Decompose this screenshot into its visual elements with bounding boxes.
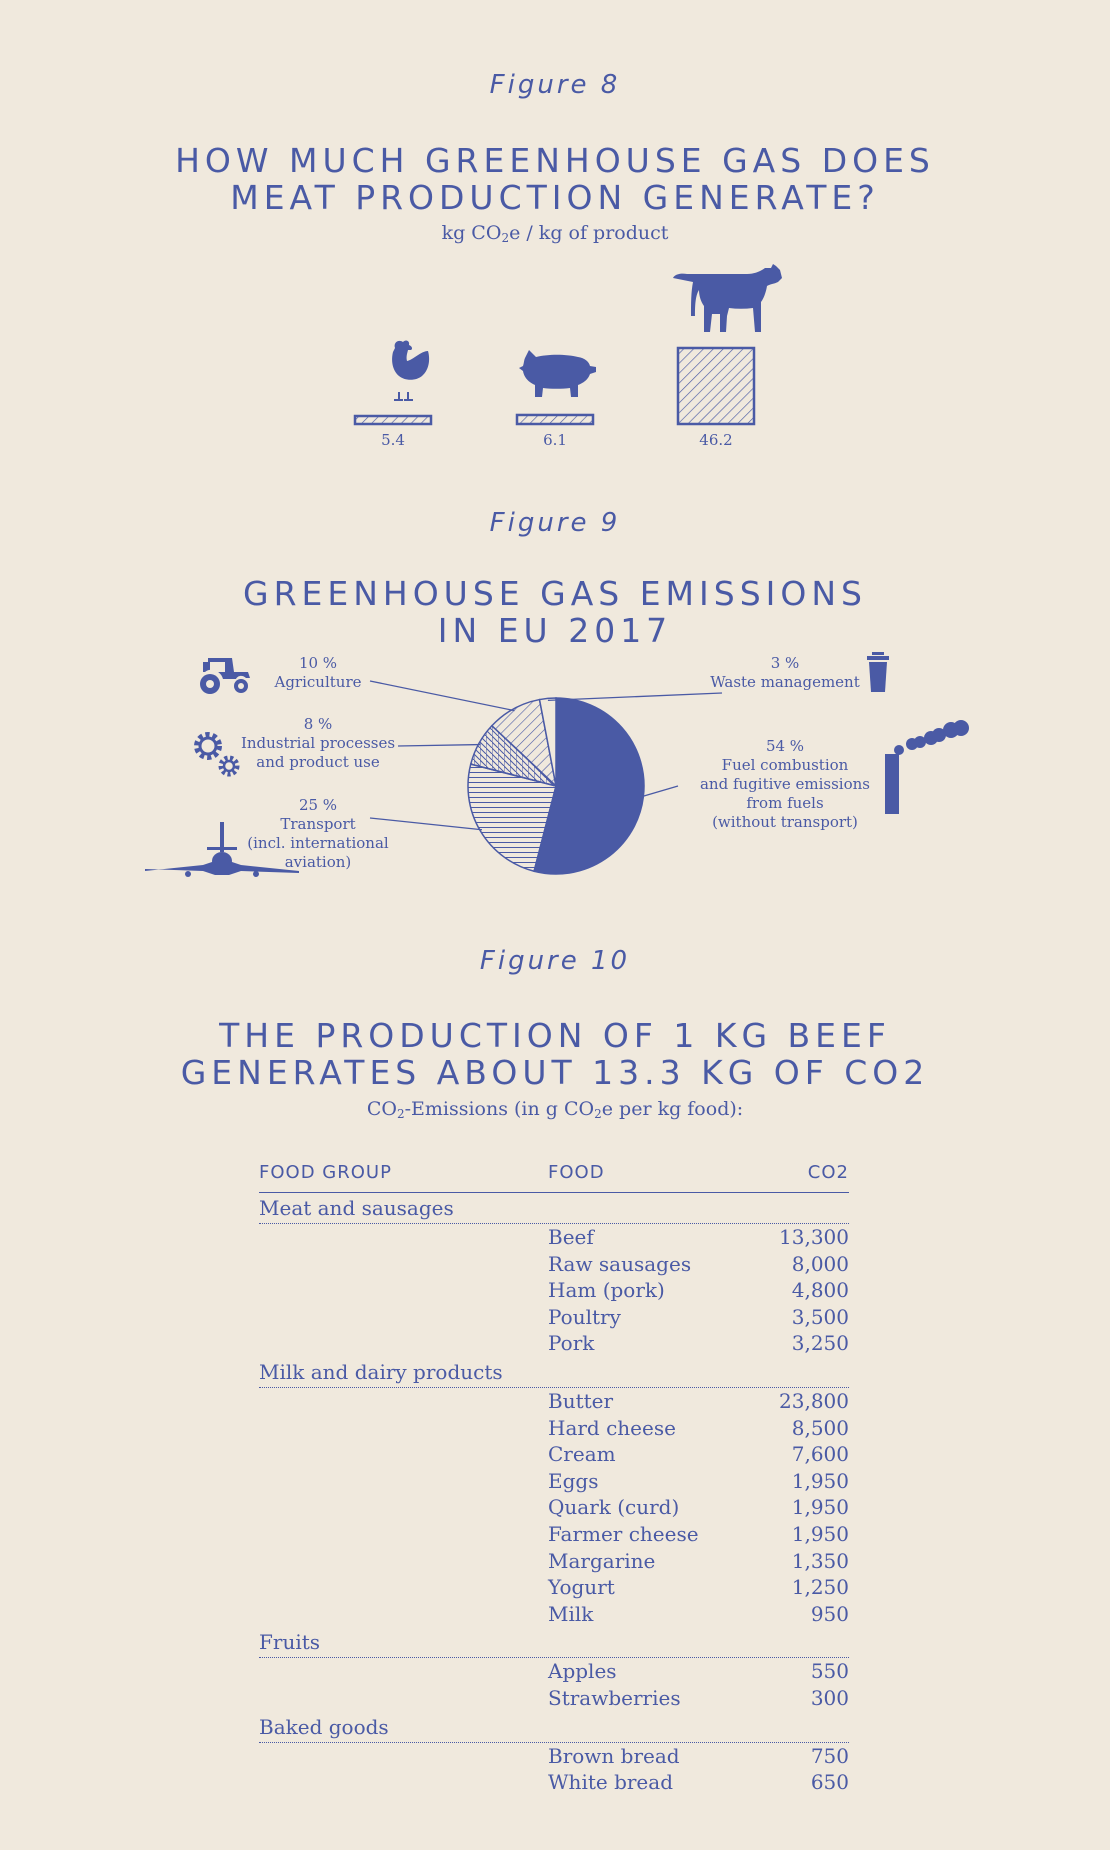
slice-label-transport <box>247 796 389 871</box>
food-cell: White bread <box>548 1770 673 1795</box>
figure-8-label: Figure 8 <box>489 70 621 100</box>
table-body <box>259 1193 849 1796</box>
leader-industrial <box>398 745 481 746</box>
column-header-food-group: FOOD GROUP <box>259 1162 392 1183</box>
chicken-icon <box>392 341 429 401</box>
trash-can-icon <box>867 652 889 692</box>
food-cell: Pork <box>548 1331 595 1356</box>
co2-cell: 23,800 <box>779 1388 849 1413</box>
table-row <box>259 1521 849 1548</box>
sub-text-3: e per kg food): <box>601 1098 744 1120</box>
slice-pct-fuel: 54 % <box>765 737 805 755</box>
table-row <box>259 1224 849 1251</box>
slice-pct-agriculture: 10 % <box>298 654 338 672</box>
slice-text-fuel-3: from fuels <box>746 794 824 812</box>
co2-cell: 3,500 <box>791 1304 849 1329</box>
table-row <box>259 1685 849 1712</box>
co2-cell: 8,000 <box>791 1251 849 1276</box>
factory-icon <box>885 720 969 814</box>
sub-subscript-2: 2 <box>594 1107 602 1121</box>
leader-transport <box>370 818 482 830</box>
co2-cell: 1,950 <box>791 1468 849 1493</box>
slice-text-fuel-2: and fugitive emissions <box>699 775 871 793</box>
slice-text-agriculture: Agriculture <box>274 673 362 691</box>
chart-bar-chicken <box>355 416 431 424</box>
sub-subscript-1: 2 <box>396 1107 405 1121</box>
co2-cell: 1,350 <box>791 1548 849 1573</box>
tractor-icon <box>200 658 250 694</box>
co2-cell: 13,300 <box>779 1225 849 1249</box>
leader-fuel <box>641 786 678 797</box>
figure-8-title <box>0 142 1110 216</box>
figure-8-title-line-1: HOW MUCH GREENHOUSE GAS DOES <box>175 141 935 180</box>
food-cell: Butter <box>548 1388 614 1413</box>
figure-10-label: Figure 10 <box>479 946 631 976</box>
table-row <box>259 1494 849 1521</box>
table-row <box>259 1304 849 1331</box>
figure-9-title-line-2: IN EU 2017 <box>437 611 673 650</box>
table-row <box>259 1743 849 1770</box>
table-group-row: Milk and dairy products <box>259 1357 849 1388</box>
co2-cell: 1,250 <box>791 1575 849 1600</box>
slice-label-agriculture <box>274 654 362 691</box>
unit-text-end: e / kg of product <box>509 222 669 244</box>
table-row <box>259 1548 849 1575</box>
sub-text-1: CO <box>366 1098 397 1120</box>
food-cell: Strawberries <box>548 1685 681 1710</box>
food-cell: Farmer cheese <box>548 1521 699 1546</box>
figure-10-subtitle <box>0 1098 1110 1121</box>
co2-cell: 4,800 <box>791 1278 849 1303</box>
table-row <box>259 1330 849 1357</box>
food-cell: Eggs <box>548 1468 599 1493</box>
slice-text-fuel-4: (without transport) <box>712 813 858 831</box>
co2-cell: 750 <box>810 1743 849 1768</box>
food-cell: Raw sausages <box>548 1251 692 1276</box>
table-row <box>259 1468 849 1495</box>
co2-cell: 550 <box>810 1659 849 1684</box>
figure-10-title-line-2: GENERATES ABOUT 13.3 KG OF CO2 <box>180 1053 930 1092</box>
figure-10-title <box>0 1017 1110 1091</box>
co2-cell: 3,250 <box>791 1331 849 1356</box>
bar-value-label-chicken: 5.4 <box>381 431 405 449</box>
figure-10-title-line-1: THE PRODUCTION OF 1 KG BEEF <box>219 1016 891 1055</box>
chart-bar-cow <box>678 348 754 424</box>
figure-8-title-line-2: MEAT PRODUCTION GENERATE? <box>230 178 880 217</box>
table-row <box>259 1574 849 1601</box>
slice-label-fuel <box>700 737 870 831</box>
slice-pct-waste: 3 % <box>770 654 800 672</box>
co2-cell: 950 <box>810 1601 849 1626</box>
table-group-row: Baked goods <box>259 1712 849 1743</box>
co2-cell: 7,600 <box>791 1442 849 1467</box>
table-row <box>259 1769 849 1796</box>
unit-subscript: 2 <box>501 231 510 245</box>
bar-value-label-pig: 6.1 <box>543 431 567 449</box>
table-row <box>259 1658 849 1685</box>
sub-text-2: -Emissions (in g CO <box>404 1098 595 1120</box>
gears-icon <box>197 735 237 774</box>
figure-9-label: Figure 9 <box>489 508 621 538</box>
cow-icon <box>673 264 782 332</box>
table-row <box>259 1251 849 1278</box>
figure-9-title <box>0 575 1110 649</box>
slice-text-industrial-1: Industrial processes <box>240 734 396 752</box>
food-cell: Apples <box>548 1659 617 1684</box>
figure-8-chart <box>0 250 1110 460</box>
food-cell: Milk <box>548 1601 594 1626</box>
slice-pct-industrial: 8 % <box>303 715 333 733</box>
bar-value-label-cow: 46.2 <box>699 431 733 449</box>
food-cell: Ham (pork) <box>548 1278 665 1303</box>
co2-cell: 300 <box>810 1685 849 1710</box>
table-row <box>259 1441 849 1468</box>
slice-text-waste: Waste management <box>710 673 860 691</box>
table-row <box>259 1277 849 1304</box>
table-row <box>259 1415 849 1442</box>
table-group-row: Fruits <box>259 1627 849 1658</box>
figure-9-title-line-1: GREENHOUSE GAS EMISSIONS <box>243 574 867 613</box>
column-header-food: FOOD <box>548 1162 605 1183</box>
slice-label-industrial <box>241 715 395 771</box>
slice-label-waste <box>710 654 859 691</box>
food-cell: Beef <box>548 1225 594 1249</box>
table-header <box>259 1156 849 1193</box>
food-cell: Poultry <box>548 1304 621 1329</box>
pie-chart <box>468 698 644 874</box>
slice-text-transport-1: Transport <box>280 815 356 833</box>
food-cell: Quark (curd) <box>548 1495 680 1520</box>
figure-9-chart <box>0 640 1110 900</box>
food-cell: Brown bread <box>548 1743 680 1768</box>
food-cell: Margarine <box>548 1548 656 1573</box>
leader-waste <box>548 693 722 700</box>
column-header-co2: CO2 <box>807 1162 849 1183</box>
table-group-row: Meat and sausages <box>259 1193 849 1224</box>
emissions-table <box>259 1156 849 1796</box>
table-row <box>259 1601 849 1628</box>
figure-8-unit <box>0 222 1110 245</box>
slice-text-transport-2: (incl. international <box>247 834 389 852</box>
slice-text-transport-3: aviation) <box>284 853 352 871</box>
food-cell: Hard cheese <box>548 1415 676 1440</box>
food-cell: Yogurt <box>548 1575 615 1600</box>
chart-bar-pig <box>517 415 593 424</box>
pig-icon <box>519 350 596 397</box>
slice-text-industrial-2: and product use <box>256 753 380 771</box>
slice-pct-transport: 25 % <box>298 796 338 814</box>
food-cell: Cream <box>548 1442 616 1467</box>
unit-text: kg CO <box>441 222 502 244</box>
table-row <box>259 1388 849 1415</box>
leader-agriculture <box>370 681 515 711</box>
co2-cell: 1,950 <box>791 1521 849 1546</box>
co2-cell: 1,950 <box>791 1495 849 1520</box>
co2-cell: 650 <box>810 1770 849 1795</box>
slice-text-fuel-1: Fuel combustion <box>721 756 849 774</box>
co2-cell: 8,500 <box>791 1415 849 1440</box>
